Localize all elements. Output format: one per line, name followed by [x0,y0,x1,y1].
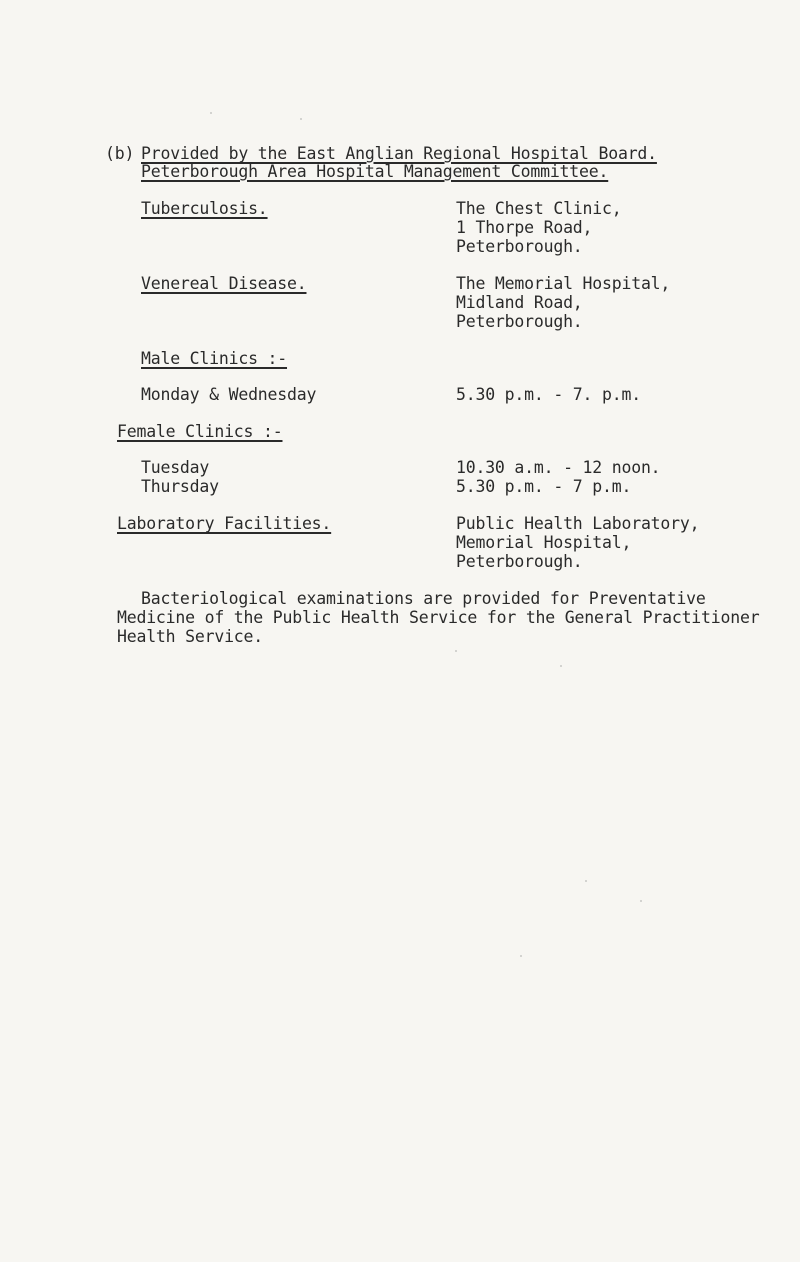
female-clinic-day: Tuesday [141,458,210,477]
female-clinic-time: 5.30 p.m. - 7 p.m. [456,477,632,496]
memorial-hospital-address-line: Midland Road, [456,293,583,312]
venereal-disease-label: Venereal Disease. [141,274,307,293]
scan-speck [640,900,642,902]
scan-speck [560,665,562,667]
male-clinics-label: Male Clinics :- [141,349,288,368]
scan-speck [520,955,522,957]
memorial-hospital-address-line: The Memorial Hospital, [456,274,671,293]
female-clinics-label: Female Clinics :- [117,422,283,441]
female-clinic-day: Thursday [141,477,219,496]
heading-line-1: Provided by the East Anglian Regional Hospital Board. [141,144,657,163]
male-clinic-days: Monday & Wednesday [141,385,317,404]
chest-clinic-address-line: 1 Thorpe Road, [456,218,593,237]
footer-paragraph-line: Medicine of the Public Health Service for the General Practitioner [117,608,760,627]
chest-clinic-address-line: The Chest Clinic, [456,199,622,218]
heading-line-2: Peterborough Area Hospital Management Committee. [141,162,609,181]
male-clinic-time: 5.30 p.m. - 7. p.m. [456,385,641,404]
footer-paragraph-line: Health Service. [117,627,264,646]
scan-speck [585,880,587,882]
scan-speck [455,650,457,652]
chest-clinic-address-line: Peterborough. [456,237,583,256]
scan-speck [300,118,302,120]
laboratory-facilities-label: Laboratory Facilities. [117,514,332,533]
memorial-hospital-address-line: Peterborough. [456,312,583,331]
tuberculosis-label: Tuberculosis. [141,199,268,218]
footer-paragraph-line: Bacteriological examinations are provided for Preventative [141,589,706,608]
laboratory-address-line: Memorial Hospital, [456,533,632,552]
female-clinic-time: 10.30 a.m. - 12 noon. [456,458,661,477]
laboratory-address-line: Public Health Laboratory, [456,514,700,533]
section-marker: (b) [105,144,135,163]
scan-speck [210,112,212,114]
laboratory-address-line: Peterborough. [456,552,583,571]
